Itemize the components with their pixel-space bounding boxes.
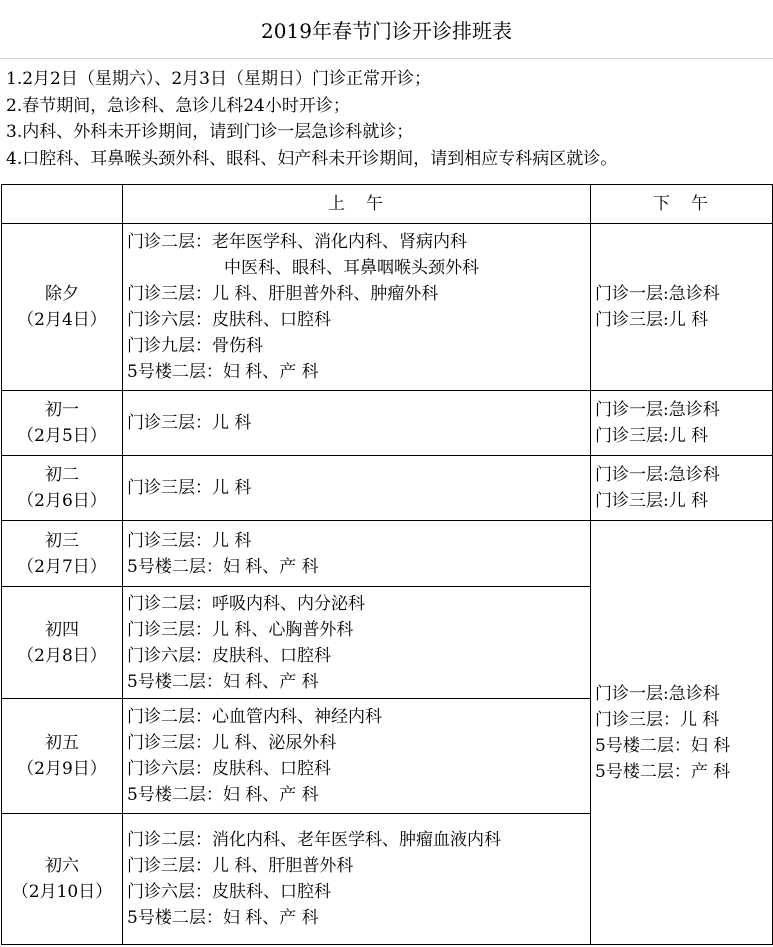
clinic-line: 门诊三层：儿 科、泌尿外科: [127, 733, 337, 753]
clinic-line: 门诊一层:急诊科: [595, 400, 720, 420]
table-row: [2, 224, 773, 391]
clinic-line: 门诊三层:儿 科: [595, 426, 709, 446]
clinic-line: 门诊六层：皮肤科、口腔科: [127, 645, 331, 666]
clinic-line: 门诊六层：皮肤科、口腔科: [127, 882, 331, 902]
header-blank: [2, 185, 123, 224]
clinic-line: 门诊六层：皮肤科、口腔科: [127, 759, 331, 779]
day-cell: [2, 699, 123, 814]
day-name: 初三: [45, 530, 79, 551]
day-date: （2月10日）: [11, 882, 113, 902]
clinic-line: 门诊三层：儿 科、心胸普外科: [127, 619, 354, 640]
note-item: 2.春节期间，急诊科、急诊儿科24小时开诊；: [6, 95, 350, 116]
clinic-line: 门诊一层:急诊科: [595, 683, 720, 704]
afternoon-cell: [591, 456, 773, 521]
day-name: 初一: [45, 400, 79, 420]
day-cell: [2, 521, 123, 587]
morning-cell: [123, 699, 591, 814]
day-date: （2月8日）: [17, 645, 107, 666]
day-date: （2月5日）: [17, 426, 107, 446]
afternoon-cell: [591, 391, 773, 456]
clinic-line: 门诊三层：儿 科: [127, 530, 252, 551]
day-name: 初二: [45, 465, 79, 485]
day-date: （2月9日）: [17, 759, 107, 779]
clinic-line: 门诊三层：儿 科、肝胆普外科: [127, 856, 354, 876]
day-name: 初四: [45, 619, 79, 640]
day-name: 初六: [45, 856, 79, 876]
clinic-line: 门诊三层：儿 科、肝胆普外科、肿瘤外科: [127, 284, 439, 304]
day-date: （2月7日）: [17, 556, 107, 577]
clinic-line: 门诊三层：儿 科: [595, 709, 720, 730]
day-cell: [2, 456, 123, 521]
day-date: （2月6日）: [17, 491, 107, 511]
note-item: 1.2月2日（星期六）、2月3日（星期日）门诊正常开诊；: [6, 69, 431, 89]
morning-cell: [123, 587, 591, 699]
morning-cell: [123, 521, 591, 587]
day-name: 除夕: [45, 284, 79, 304]
clinic-line: 5号楼二层：产 科: [595, 761, 731, 782]
clinic-line: 5号楼二层：妇 科、产 科: [127, 785, 319, 805]
clinic-line: 门诊三层:儿 科: [595, 310, 709, 330]
morning-cell: [123, 391, 591, 456]
clinic-line: 门诊二层：呼吸内科、内分泌科: [127, 593, 365, 614]
clinic-line: 门诊二层：老年医学科、消化内科、肾病内科: [127, 232, 467, 252]
afternoon-shared-cell: [591, 521, 773, 945]
day-cell: [2, 814, 123, 945]
schedule-table: [1, 184, 773, 945]
clinic-line: 5号楼二层：妇 科、产 科: [127, 671, 319, 692]
header-afternoon: 下 午: [591, 185, 773, 224]
clinic-line: 门诊九层：骨伤科: [127, 336, 263, 356]
day-date: （2月4日）: [17, 310, 107, 330]
morning-cell: [123, 814, 591, 945]
clinic-line: 中医科、眼科、耳鼻咽喉头颈外科: [224, 258, 479, 278]
table-header-row: [2, 185, 773, 224]
clinic-line: 门诊三层：儿 科: [127, 413, 252, 433]
clinic-line: 5号楼二层：妇 科、产 科: [127, 908, 319, 928]
table-row: [2, 391, 773, 456]
header-morning: 上 午: [123, 185, 591, 224]
clinic-line: 5号楼二层：妇 科: [595, 735, 731, 756]
clinic-line: 门诊三层：儿 科: [127, 478, 252, 498]
clinic-line: 5号楼二层：妇 科、产 科: [127, 556, 319, 577]
clinic-line: 门诊二层：消化内科、老年医学科、肿瘤血液内科: [127, 830, 501, 850]
day-cell: [2, 391, 123, 456]
page-title: 2019年春节门诊开诊排班表: [0, 0, 773, 59]
clinic-line: 门诊六层：皮肤科、口腔科: [127, 310, 331, 330]
table-row: [2, 456, 773, 521]
clinic-line: 门诊一层:急诊科: [595, 284, 720, 304]
clinic-line: 5号楼二层：妇 科、产 科: [127, 362, 319, 382]
morning-cell: [123, 456, 591, 521]
note-item: 3.内科、外科未开诊期间，请到门诊一层急诊科就诊；: [6, 122, 414, 142]
clinic-line: 门诊一层:急诊科: [595, 465, 720, 485]
morning-cell: [123, 224, 591, 391]
afternoon-cell: [591, 224, 773, 391]
note-item: 4.口腔科、耳鼻喉头颈外科、眼科、妇产科未开诊期间，请到相应专科病区就诊。: [6, 148, 618, 169]
day-name: 初五: [45, 733, 79, 753]
notes-list: [6, 66, 617, 172]
clinic-line: 门诊二层：心血管内科、神经内科: [127, 707, 382, 727]
clinic-line: 门诊三层:儿 科: [595, 491, 709, 511]
table-row: [2, 521, 773, 587]
day-cell: [2, 224, 123, 391]
day-cell: [2, 587, 123, 699]
